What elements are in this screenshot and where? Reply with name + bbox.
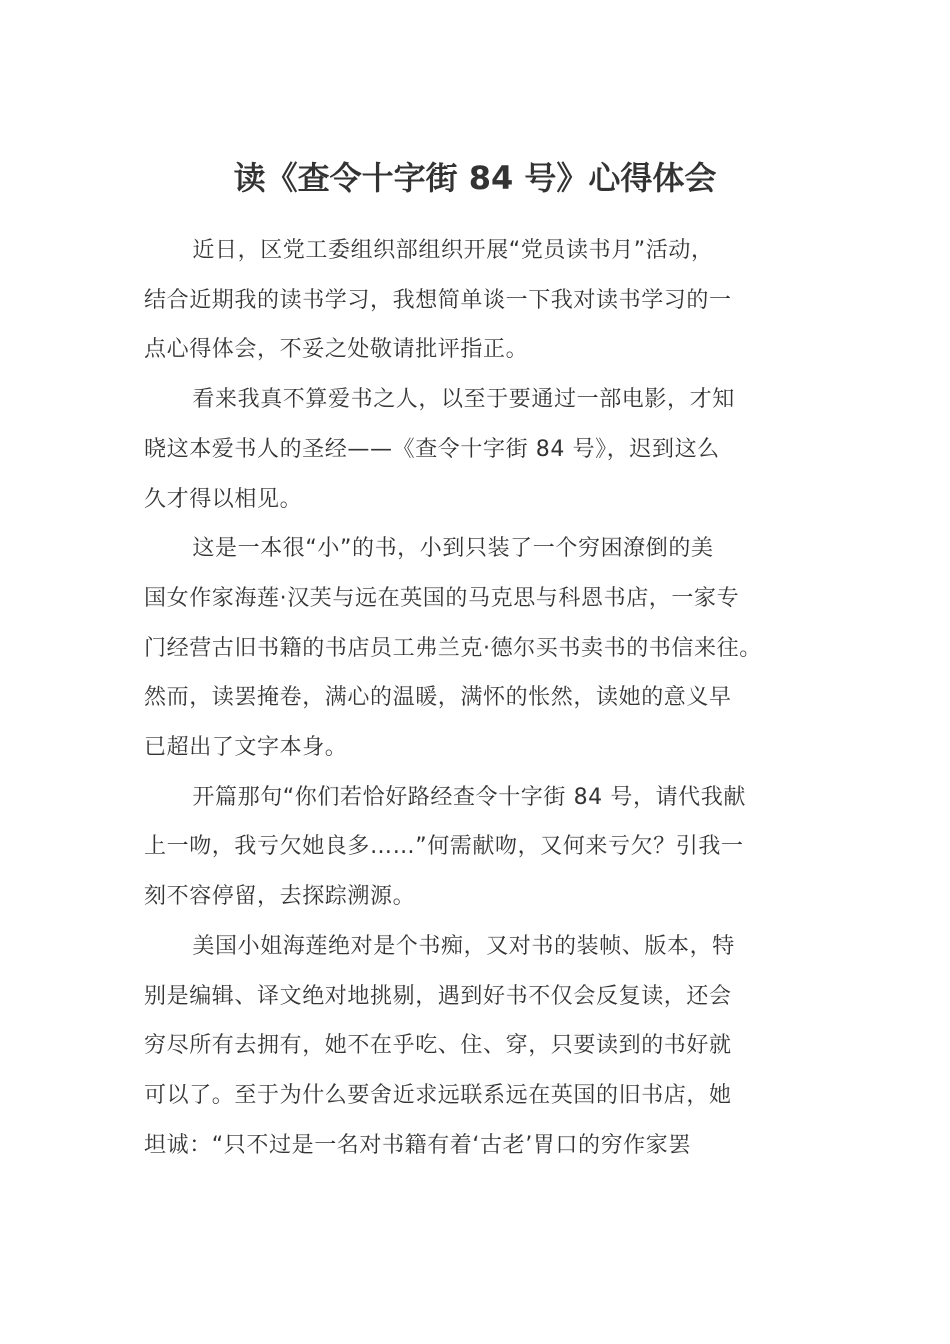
paragraph-3: [144, 524, 824, 773]
paragraph-5: [144, 922, 824, 1171]
paragraph-1: [144, 226, 824, 375]
paragraph-line: 门经营古旧书籍的书店员工弗兰克·德尔买书卖书的书信来往。: [144, 635, 762, 661]
paragraph-line: 已超出了文字本身。: [144, 735, 348, 761]
paragraph-line: 别是编辑、译文绝对地挑剔，遇到好书不仅会反复读，还会: [144, 983, 732, 1009]
paragraph-line: 可以了。至于为什么要舍近求远联系远在英国的旧书店，她: [144, 1082, 732, 1108]
paragraph-line: 看来我真不算爱书之人，以至于要通过一部电影，才知: [192, 387, 735, 413]
paragraph-line: 近日，区党工委组织部组织开展“党员读书月”活动，: [192, 238, 714, 263]
paragraph-line: 结合近期我的读书学习，我想简单谈一下我对读书学习的一: [144, 287, 732, 313]
paragraph-line: 美国小姐海莲绝对是个书痴，又对书的装帧、版本，特: [192, 933, 735, 959]
paragraph-line: 然而，读罢掩卷，满心的温暖，满怀的怅然，读她的意义早: [144, 685, 732, 711]
document-body: [144, 226, 824, 1170]
paragraph-2: [144, 375, 824, 524]
document-title: 读《查令十字街 84 号》心得体会: [233, 159, 717, 197]
paragraph-line: 开篇那句“你们若恰好路经查令十字街 84 号，请代我献: [192, 784, 746, 810]
paragraph-line: 久才得以相见。: [144, 486, 303, 512]
paragraph-line: 刻不容停留，去探踪溯源。: [144, 884, 416, 910]
paragraph-line: 国女作家海莲·汉芙与远在英国的马克思与科恩书店，一家专: [144, 585, 740, 611]
paragraph-line: 晓这本爱书人的圣经——《查令十字街 84 号》，迟到这么: [144, 436, 720, 462]
paragraph-line: 坦诚：“只不过是一名对书籍有着‘古老’胃口的穷作家罢: [144, 1132, 691, 1158]
paragraph-line: 这是一本很“小”的书，小到只装了一个穷困潦倒的美: [192, 536, 714, 562]
paragraph-line: 穷尽所有去拥有，她不在乎吃、住、穿，只要读到的书好就: [144, 1033, 732, 1059]
paragraph-4: [144, 773, 824, 922]
paragraph-line: 点心得体会，不妥之处敬请批评指正。: [144, 337, 529, 363]
paragraph-line: 上一吻，我亏欠她良多……”何需献吻，又何来亏欠？引我一: [144, 834, 744, 860]
